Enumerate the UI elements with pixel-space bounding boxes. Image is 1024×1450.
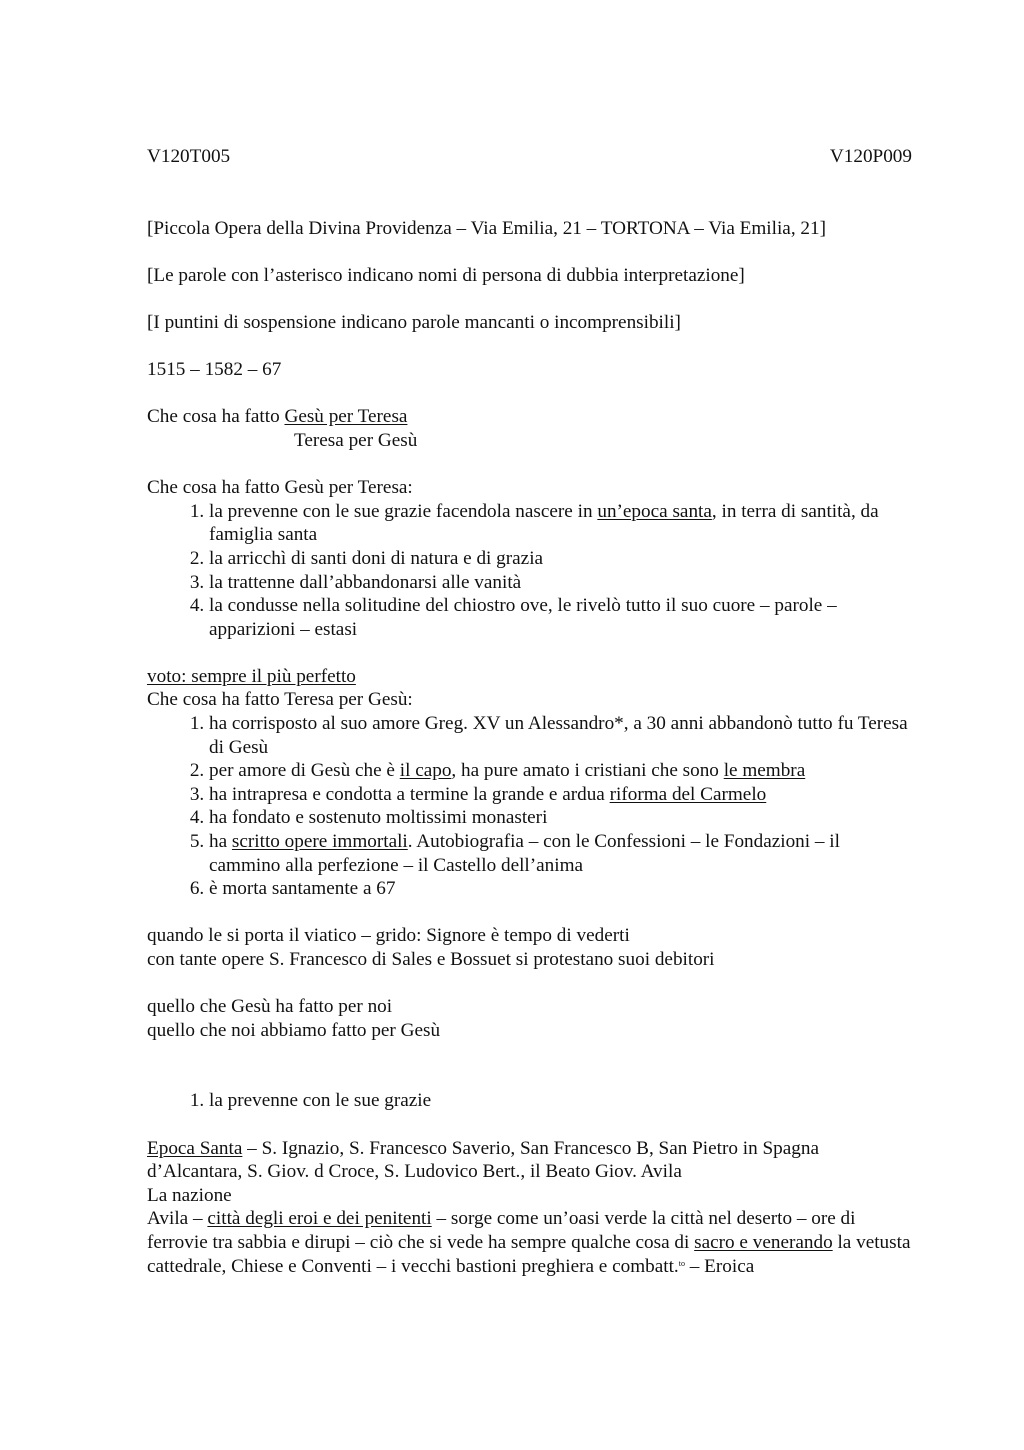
- underlined-run: scritto opere immortali: [231, 831, 408, 853]
- list-item: 4. ha fondato e sostenuto moltissimi monasteri: [209, 806, 912, 830]
- closing-line-1: quando le si porta il viatico – grido: Signore è tempo di vederti: [147, 925, 630, 947]
- list-item: [209, 830, 912, 877]
- document-code-right: V120P009: [829, 146, 912, 167]
- closing-line-3: quello che Gesù ha fatto per noi: [147, 996, 393, 1018]
- blank-space: [147, 1042, 912, 1089]
- list-item: 1. ha corrisposto al suo amore Greg. XV un Alessandro*, a 30 anni abbandonò tutto fu Teresa di Gesù: [209, 712, 912, 759]
- text-run: – Eroica: [684, 1255, 755, 1277]
- part1-list: [147, 500, 912, 642]
- text-run: , ha pure amato i cristiani che sono: [451, 760, 724, 782]
- text-run: ha: [209, 831, 232, 853]
- intro-line-3: [I puntini di sospensione indicano parole mancanti o incomprensibili]: [147, 311, 681, 333]
- list-item: 3. la trattenne dall’abbandonarsi alle vanità: [209, 571, 912, 595]
- underlined-run: il capo: [399, 760, 452, 782]
- intro-line-1: [Piccola Opera della Divina Providenza – Via Emilia, 21 – TORTONA – Via Emilia, 21]: [147, 217, 826, 239]
- part2-heading: Che cosa ha fatto Teresa per Gesù:: [147, 689, 413, 711]
- underlined-run: riforma del Carmelo: [609, 783, 767, 805]
- underlined-run: città degli eroi e dei penitenti: [207, 1208, 432, 1230]
- text-run: – sorge come un’oasi verde la città nel deserto – ore di ferrovie tra sabbia e dirupi – ciò che si vede ha sempre qualche cosa di: [147, 1208, 856, 1253]
- document-page: [147, 145, 912, 1278]
- text-run: per amore di Gesù che è: [209, 760, 400, 782]
- part2-list: [147, 712, 912, 901]
- epoca-paragraph: [147, 1137, 912, 1184]
- vow-line: [147, 665, 912, 689]
- dates-line: 1515 – 1582 – 67: [147, 359, 282, 381]
- theme-line: [147, 405, 912, 429]
- text-run: ha intrapresa e condotta a termine la grande e ardua: [209, 783, 610, 805]
- intro-line-2: [Le parole con l’asterisco indicano nomi di persona di dubbia interpretazione]: [147, 264, 745, 286]
- part3-list: [147, 1089, 912, 1113]
- superscript: to: [678, 1258, 685, 1268]
- list-item: 6. è morta santamente a 67: [209, 877, 912, 901]
- theme-second: Teresa per Gesù: [294, 429, 418, 451]
- nazione-line: La nazione: [147, 1184, 232, 1206]
- text-run: la vetusta cattedrale, Chiese e Conventi – i vecchi bastioni preghiera e combatt.: [147, 1231, 911, 1277]
- text-run: , in terra di santità, da famiglia santa: [209, 500, 879, 546]
- theme-underlined: Gesù per Teresa: [284, 406, 408, 428]
- list-item: [209, 783, 912, 807]
- underlined-run: sacro e venerando: [694, 1231, 833, 1253]
- underlined-run: Epoca Santa: [147, 1137, 243, 1159]
- underlined-run: voto: sempre il più perfetto: [147, 665, 356, 687]
- text-run: . Autobiografia – con le Confessioni – le Fondazioni – il cammino alla perfezione – il Castello dell’anima: [209, 831, 840, 876]
- page-header: [147, 145, 912, 169]
- text-run: la prevenne con le sue grazie facendola nascere in: [209, 500, 598, 522]
- list-item: 4. la condusse nella solitudine del chiostro ove, le rivelò tutto il suo cuore – parole – apparizioni – estasi: [209, 594, 912, 641]
- closing-line-2: con tante opere S. Francesco di Sales e Bossuet si protestano suoi debitori: [147, 949, 715, 970]
- underlined-run: le membra: [723, 760, 806, 782]
- theme-prefix: Che cosa ha fatto: [147, 406, 285, 428]
- avila-paragraph: [147, 1207, 912, 1278]
- underlined-run: un’epoca santa: [597, 500, 712, 522]
- text-run: – S. Ignazio, S. Francesco Saverio, San Francesco B, San Pietro in Spagna d’Alcantara, S. Giov. d Croce, S. Ludovico Bert., il Beato Giov. Avila: [147, 1137, 819, 1183]
- document-code-left: V120T005: [147, 146, 231, 167]
- closing-line-4: quello che noi abbiamo fatto per Gesù: [147, 1019, 441, 1041]
- list-item: 1. la prevenne con le sue grazie: [209, 1089, 912, 1113]
- part1-heading: Che cosa ha fatto Gesù per Teresa:: [147, 477, 413, 499]
- text-run: Avila –: [147, 1208, 208, 1230]
- list-item: 2. la arricchì di santi doni di natura e di grazia: [209, 547, 912, 571]
- list-item: [209, 500, 912, 547]
- list-item: [209, 759, 912, 783]
